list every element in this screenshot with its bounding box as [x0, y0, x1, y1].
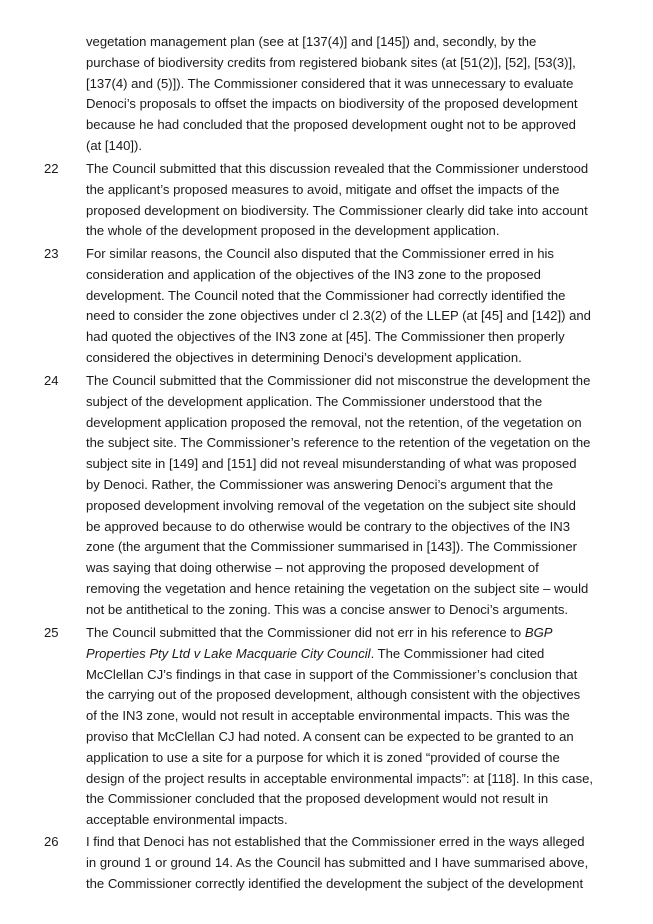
text-line: considered the objectives in determining Denoci’s development application.: [86, 350, 522, 365]
text-line: vegetation management plan (see at [137(4)] and [145]) and, secondly, by the: [86, 34, 537, 49]
text-line: the subject site. The Commissioner’s reference to the retention of the vegetation on the: [86, 435, 591, 451]
text-line: was saying that doing otherwise – not approving the proposed development of: [86, 560, 539, 576]
text-line: subject of the development application. The Commissioner understood that the: [86, 393, 543, 409]
paragraph-number: 24: [44, 373, 59, 388]
text-line: had quoted the objectives of the IN3 zone at [45]. The Commissioner then properly: [86, 329, 565, 345]
text-line: The Council submitted that the Commissioner did not err in his reference to BGP: [86, 625, 553, 640]
text-line: McClellan CJ’s findings in that case in support of the Commissioner’s conclusion that: [86, 666, 578, 682]
text-line: not be antithetical to the zoning. This was a concise answer to Denoci’s arguments.: [86, 601, 569, 617]
text-line: application to use a site for a purpose for which it is zoned “provided of course the: [86, 749, 560, 765]
text-line: acceptable environmental impacts.: [86, 812, 288, 828]
text-line: need to consider the zone objectives under cl 2.3(2) of the LLEP (at [45] and [142]) and: [86, 308, 591, 324]
paragraph-number: 25: [44, 625, 59, 640]
text-line: in ground 1 or ground 14. As the Council has submitted and I have summarised above,: [86, 854, 589, 870]
text-line: development. The Council noted that the Commissioner had correctly identified the: [86, 287, 566, 303]
text-line: proviso that McClellan CJ had noted. A consent can be expected to be granted to an: [86, 729, 574, 744]
text-line: because he had concluded that the proposed development ought not to be approved: [86, 117, 576, 133]
text-line: the applicant’s proposed measures to avoid, mitigate and offset the impacts of the: [86, 181, 560, 197]
text-line: For similar reasons, the Council also disputed that the Commissioner erred in his: [86, 246, 554, 261]
text-line: proposed development on biodiversity. The Commissioner clearly did take into account: [86, 202, 588, 218]
case-name: Properties Pty Ltd v Lake Macquarie City Council: [86, 645, 371, 661]
text-line: the Commissioner correctly identified the development the subject of the development: [86, 875, 584, 891]
text-line: purchase of biodiversity credits from registered biobank sites (at [51(2)], [52], [53(3)],: [86, 54, 576, 70]
case-name: BGP: [524, 625, 553, 640]
text-line: the whole of the development proposed in the development application.: [86, 223, 500, 239]
text-line: [137(4) and (5)]). The Commissioner considered that it was unnecessary to evaluate: [86, 75, 574, 91]
text-line: design of the project results in acceptable environmental impacts”: at [118]. In this case,: [86, 770, 594, 786]
text-line: zone (the argument that the Commissioner summarised in [143]). The Commissioner: [86, 539, 577, 555]
text-line: Properties Pty Ltd v Lake Macquarie City Council. The Commissioner had cited: [86, 645, 545, 661]
text-line: development application proposed the removal, not the retention, of the vegetation on: [86, 414, 582, 430]
text-line: by Denoci. Rather, the Commissioner was answering Denoci’s argument that the: [86, 477, 553, 492]
text-line: removing the vegetation and hence retaining the vegetation on the subject site – would: [86, 581, 589, 596]
text-line: The Council submitted that the Commissioner did not misconstrue the development the: [86, 373, 591, 388]
text-line: Denoci’s proposals to offset the impacts on biodiversity of the proposed development: [86, 96, 578, 112]
text-line: the carrying out of the proposed development, although consistent with the objectives: [86, 687, 581, 703]
text-line: be approved because to do otherwise would be contrary to the objectives of the IN3: [86, 518, 571, 534]
text-line: The Council submitted that this discussion revealed that the Commissioner understood: [86, 161, 589, 176]
text-line: proposed development involving removal of the vegetation on the subject site should: [86, 497, 576, 513]
paragraph-number: 26: [44, 834, 59, 849]
text-line: subject site in [149] and [151] did not reveal misunderstanding of what was proposed: [86, 456, 577, 472]
text-line: of the IN3 zone, would not result in acceptable environmental impacts. This was the: [86, 708, 570, 724]
paragraph-number: 23: [44, 246, 59, 261]
text-line: the Commissioner concluded that the proposed development would not result in: [86, 791, 549, 807]
paragraph-number: 22: [44, 161, 59, 176]
text-line: I find that Denoci has not established that the Commissioner erred in the ways alleged: [86, 834, 585, 849]
text-line: (at [140]).: [86, 138, 143, 153]
text-line: consideration and application of the objectives of the IN3 zone to the proposed: [86, 266, 541, 282]
